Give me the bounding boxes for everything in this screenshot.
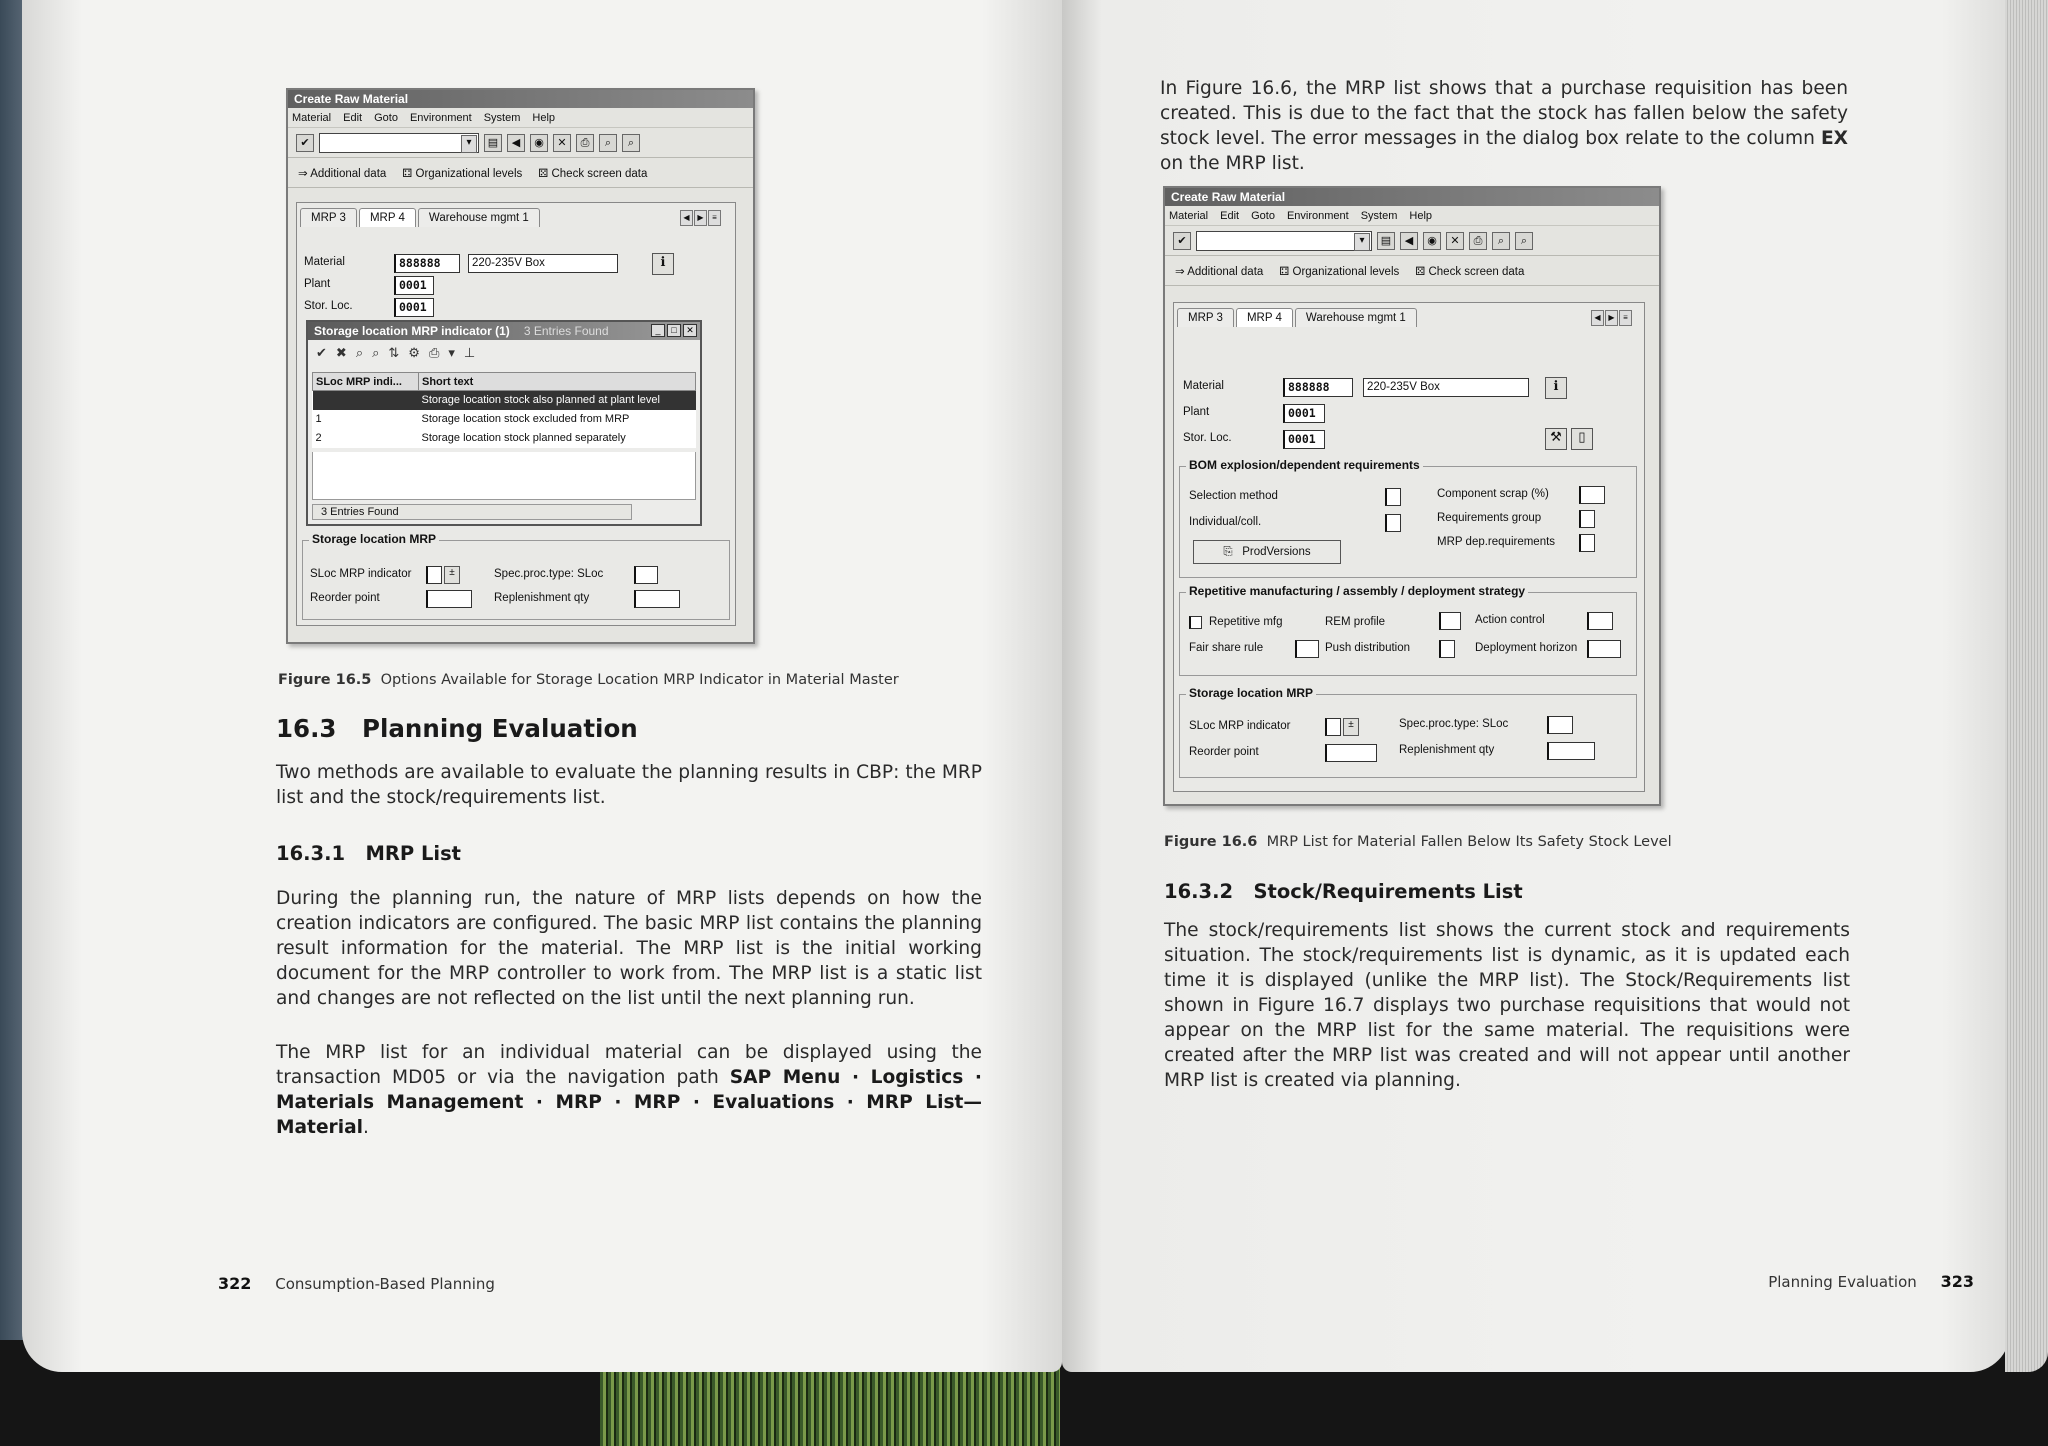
replenish-label: Replenishment qty: [1399, 744, 1495, 756]
exit-icon[interactable]: ◉: [1423, 232, 1441, 250]
menu-help[interactable]: Help: [1409, 209, 1433, 222]
tab-mrp4[interactable]: MRP 4: [359, 208, 416, 227]
repetitive-mfg-checkbox[interactable]: [1189, 616, 1202, 629]
paragraph: [276, 1040, 982, 1140]
help-icon[interactable]: ⊥: [463, 345, 476, 360]
table-row[interactable]: [313, 391, 696, 410]
selection-method-label: Selection method: [1189, 490, 1278, 502]
window-title: Create Raw Material: [288, 90, 753, 108]
window-title: Create Raw Material: [1165, 188, 1659, 206]
tab-mrp3[interactable]: MRP 3: [300, 208, 357, 227]
additional-data-button[interactable]: ⇒ Additional data: [298, 167, 387, 180]
rem-profile-label: REM profile: [1325, 616, 1386, 628]
replenish-field[interactable]: [634, 590, 680, 608]
subsection-heading: [276, 842, 1036, 865]
sloc-mrp-label: SLoc MRP indicator: [1189, 720, 1291, 732]
org-levels-button[interactable]: ⚃ Organizational levels: [1279, 265, 1400, 278]
info-icon[interactable]: ℹ: [652, 253, 674, 275]
deployment-horizon-label: Deployment horizon: [1475, 642, 1578, 654]
spec-proc-label: Spec.proc.type: SLoc: [1399, 718, 1509, 730]
paragraph: During the planning run, the nature of MRP lists depends on how the creation indicators are configured. The basic MRP list contains the planning result information for the material. The MRP list is the initial working document for the MRP controller to work from. The MRP list is a static list and changes are not reflected on the list until the next planning run.: [276, 888, 982, 1009]
tab-strip: [300, 208, 540, 227]
application-toolbar: [1165, 256, 1659, 286]
tab-strip: [1177, 308, 1417, 327]
mrp-dep-label: MRP dep.requirements: [1437, 536, 1556, 548]
prod-versions-button[interactable]: ⎘ ProdVersions: [1193, 540, 1341, 564]
subsection-title: MRP List: [365, 842, 462, 865]
column-short-text[interactable]: Short text: [419, 373, 696, 391]
table-row[interactable]: [313, 410, 696, 429]
menu-material[interactable]: Material: [292, 111, 332, 124]
additional-data-label: Additional data: [1187, 265, 1264, 278]
component-scrap-label: Component scrap (%): [1437, 488, 1549, 500]
plant-field[interactable]: 0001: [394, 276, 434, 295]
individual-coll-label: Individual/coll.: [1189, 516, 1262, 528]
requirements-group-field[interactable]: [1579, 510, 1595, 528]
popup-toolbar: [308, 340, 700, 366]
storloc-label: Stor. Loc.: [304, 300, 353, 312]
paragraph-text: In Figure 16.6, the MRP list shows that a purchase requisition has been created. This is due to the fact that the stock has fallen below the safety stock level. The error messages in the dialog box relate to the column: [1160, 78, 1848, 149]
find-icon[interactable]: ⌕: [599, 134, 617, 152]
running-head: Consumption-Based Planning: [275, 1275, 495, 1293]
sloc-mrp-field[interactable]: [1325, 718, 1341, 736]
menu-bar: [288, 108, 753, 128]
figure-16-5-caption: [278, 672, 1038, 688]
print-icon[interactable]: ⎙: [428, 345, 440, 360]
org-levels-label: Organizational levels: [415, 167, 523, 180]
spec-proc-field[interactable]: [1547, 716, 1573, 734]
left-footer: [218, 1274, 718, 1293]
page-number: 322: [218, 1274, 252, 1293]
print-icon[interactable]: ⎙: [576, 134, 594, 152]
storage-location-mrp-title: Storage location MRP: [309, 532, 439, 546]
page-number: 323: [1940, 1272, 1974, 1291]
info-icon[interactable]: ℹ: [1545, 377, 1567, 399]
check-screen-button[interactable]: ⚄ Check screen data: [1415, 265, 1525, 278]
push-distribution-field[interactable]: [1439, 640, 1455, 658]
row-code: 1: [315, 413, 322, 425]
enter-icon[interactable]: ✔: [296, 134, 314, 152]
dropdown-help-icon[interactable]: ±: [444, 566, 460, 584]
section-number: 16.3: [276, 714, 337, 743]
tab-scroll-controls[interactable]: [1591, 310, 1632, 326]
plant-label: Plant: [304, 278, 331, 290]
prod-versions-label: ProdVersions: [1242, 546, 1311, 558]
replenish-label: Replenishment qty: [494, 592, 590, 604]
menu-environment[interactable]: Environment: [1286, 209, 1349, 222]
maximize-icon[interactable]: □: [667, 324, 681, 337]
table-row[interactable]: [313, 429, 696, 448]
navigation-path: SAP Menu · Logistics · Materials Management · MRP · MRP · Evaluations · MRP List—Material: [276, 1067, 982, 1138]
material-desc-field[interactable]: 220-235V Box: [1363, 378, 1529, 397]
sloc-mrp-field[interactable]: [426, 566, 442, 584]
application-toolbar: [288, 158, 753, 188]
mrp-dep-field[interactable]: [1579, 534, 1595, 552]
check-screen-button[interactable]: ⚄ Check screen data: [538, 167, 648, 180]
cancel-icon[interactable]: ✕: [553, 134, 571, 152]
menu-environment[interactable]: Environment: [409, 111, 472, 124]
save-icon[interactable]: ▤: [1377, 232, 1395, 250]
storage-location-popup: [306, 320, 702, 526]
spec-proc-label: Spec.proc.type: SLoc: [494, 568, 604, 580]
section-heading: [276, 714, 1036, 743]
paragraph: [1160, 76, 1848, 176]
action-control-label: Action control: [1475, 614, 1545, 626]
menu-bar: [1165, 206, 1659, 226]
storloc-field[interactable]: 0001: [1283, 430, 1325, 449]
tab-left-icon[interactable]: ◀: [680, 210, 693, 226]
reorder-label: Reorder point: [310, 592, 380, 604]
paragraph: Two methods are available to evaluate the planning results in CBP: the MRP list and the stock/requirements list.: [276, 762, 982, 808]
rem-profile-field[interactable]: [1439, 612, 1461, 630]
left-page: [22, 0, 1062, 1372]
org-levels-button[interactable]: ⚃ Organizational levels: [402, 167, 523, 180]
back-icon[interactable]: ◀: [507, 134, 525, 152]
material-label: Material: [1183, 380, 1224, 392]
requirements-group-label: Requirements group: [1437, 512, 1542, 524]
tab-list-icon[interactable]: ≡: [1619, 310, 1632, 326]
tab-warehouse[interactable]: Warehouse mgmt 1: [1295, 308, 1417, 327]
component-scrap-field[interactable]: [1579, 486, 1605, 504]
find-next-icon[interactable]: ⌕: [372, 345, 380, 360]
menu-system[interactable]: System: [483, 111, 521, 124]
paragraph-end: on the MRP list.: [1160, 153, 1305, 174]
repetitive-title: Repetitive manufacturing / assembly / deployment strategy: [1186, 584, 1528, 598]
running-head: Planning Evaluation: [1768, 1273, 1917, 1291]
selection-method-field[interactable]: [1385, 488, 1401, 506]
column-sloc-mrp[interactable]: SLoc MRP indi...: [313, 373, 419, 391]
exit-icon[interactable]: ◉: [530, 134, 548, 152]
tab-list-icon[interactable]: ≡: [708, 210, 721, 226]
caption-label: Figure 16.5: [278, 672, 372, 688]
sloc-mrp-label: SLoc MRP indicator: [310, 568, 412, 580]
paragraph-text: The MRP list for an individual material can be displayed using the transaction MD05 or via the navigation path: [276, 1042, 982, 1088]
menu-system[interactable]: System: [1360, 209, 1398, 222]
additional-data-label: Additional data: [310, 167, 387, 180]
cancel-icon[interactable]: ✖: [335, 345, 347, 360]
command-field[interactable]: [1196, 231, 1372, 251]
section-title: Planning Evaluation: [362, 714, 638, 743]
page-edges: [2005, 0, 2048, 1372]
paragraph-end: .: [363, 1117, 369, 1138]
repetitive-group: [1179, 584, 1637, 676]
org-levels-label: Organizational levels: [1292, 265, 1400, 278]
back-icon[interactable]: ◀: [1400, 232, 1418, 250]
subsection-title: Stock/Requirements List: [1253, 880, 1523, 903]
find-next-icon[interactable]: ⌕: [1515, 232, 1533, 250]
popup-window-controls: [651, 324, 697, 337]
tool-icon[interactable]: ⚒: [1545, 428, 1567, 450]
tab-scroll-controls[interactable]: [680, 210, 721, 226]
reorder-label: Reorder point: [1189, 746, 1259, 758]
caption-text: Options Available for Storage Location MRP Indicator in Material Master: [380, 672, 899, 688]
individual-coll-field[interactable]: [1385, 514, 1401, 532]
reorder-field[interactable]: [1325, 744, 1377, 762]
document-icon[interactable]: ▯: [1571, 428, 1593, 450]
find-icon[interactable]: ⌕: [355, 345, 364, 360]
storage-location-mrp-title: Storage location MRP: [1186, 686, 1316, 700]
replenish-field[interactable]: [1547, 742, 1595, 760]
row-code: 2: [315, 432, 322, 444]
tab-mrp3[interactable]: MRP 3: [1177, 308, 1234, 327]
row-text: Storage location stock excluded from MRP: [421, 413, 630, 425]
find-icon[interactable]: ⌕: [1492, 232, 1510, 250]
storage-location-mrp-group: [302, 532, 730, 620]
settings-icon[interactable]: ⚙: [408, 345, 420, 360]
popup-count: 3 Entries Found: [523, 324, 609, 338]
action-control-field[interactable]: [1587, 612, 1613, 630]
repetitive-mfg-label: Repetitive mfg: [1209, 616, 1283, 628]
tab-right-icon[interactable]: ▶: [694, 210, 707, 226]
caption-label: Figure 16.6: [1164, 834, 1258, 850]
tab-right-icon[interactable]: ▶: [1605, 310, 1618, 326]
push-distribution-label: Push distribution: [1325, 642, 1411, 654]
bom-title: BOM explosion/dependent requirements: [1186, 458, 1423, 472]
storloc-label: Stor. Loc.: [1183, 432, 1232, 444]
menu-edit[interactable]: Edit: [1220, 209, 1240, 222]
table-empty-area: [312, 452, 696, 500]
column-ex: EX: [1820, 128, 1848, 149]
row-text: Storage location stock also planned at plant level: [419, 391, 696, 410]
subsection-number: 16.3.1: [276, 842, 346, 865]
close-icon[interactable]: ✕: [683, 324, 697, 337]
standard-toolbar: [288, 128, 753, 158]
print-icon[interactable]: ⎙: [1469, 232, 1487, 250]
right-footer: [1708, 1272, 1974, 1291]
menu-edit[interactable]: Edit: [343, 111, 363, 124]
find-next-icon[interactable]: ⌕: [622, 134, 640, 152]
tab-warehouse[interactable]: Warehouse mgmt 1: [418, 208, 540, 227]
row-code: [313, 391, 419, 410]
fair-share-label: Fair share rule: [1189, 642, 1264, 654]
material-field[interactable]: 888888: [394, 254, 460, 273]
material-desc-field[interactable]: 220-235V Box: [468, 254, 618, 273]
subsection-number: 16.3.2: [1164, 880, 1234, 903]
check-screen-label: Check screen data: [551, 167, 648, 180]
reorder-field[interactable]: [426, 590, 472, 608]
popup-status: 3 Entries Found: [312, 504, 632, 520]
command-field[interactable]: [319, 133, 479, 153]
row-text: Storage location stock planned separately: [421, 432, 626, 444]
menu-goto[interactable]: Goto: [374, 111, 398, 124]
table-header: [313, 373, 696, 391]
menu-goto[interactable]: Goto: [1251, 209, 1275, 222]
additional-data-button[interactable]: ⇒ Additional data: [1175, 265, 1264, 278]
tab-left-icon[interactable]: ◀: [1591, 310, 1604, 326]
popup-title-bar: [308, 322, 700, 340]
save-icon[interactable]: ▤: [484, 134, 502, 152]
subsection-heading: [1164, 880, 1864, 903]
check-screen-label: Check screen data: [1428, 265, 1525, 278]
minimize-icon[interactable]: _: [651, 324, 665, 337]
material-field[interactable]: 888888: [1283, 378, 1353, 397]
storage-location-mrp-group: [1179, 686, 1637, 778]
dropdown-help-icon[interactable]: ±: [1343, 718, 1359, 736]
right-page: [1062, 0, 2010, 1372]
plant-field[interactable]: 0001: [1283, 404, 1325, 423]
menu-help[interactable]: Help: [532, 111, 556, 124]
standard-toolbar: [1165, 226, 1659, 256]
menu-material[interactable]: Material: [1169, 209, 1209, 222]
figure-16-6-caption: [1164, 834, 1864, 850]
tab-mrp4[interactable]: MRP 4: [1236, 308, 1293, 327]
storloc-field[interactable]: 0001: [394, 298, 434, 317]
caption-text: MRP List for Material Fallen Below Its Safety Stock Level: [1266, 834, 1672, 850]
check-icon[interactable]: ✔: [316, 345, 327, 360]
enter-icon[interactable]: ✔: [1173, 232, 1191, 250]
dropdown-icon[interactable]: ▾: [448, 345, 455, 360]
spec-proc-field[interactable]: [634, 566, 658, 584]
plant-label: Plant: [1183, 406, 1210, 418]
paragraph: The stock/requirements list shows the current stock and requirements situation. The stock/requirements list is dynamic, as it is updated each time it is displayed (unlike the MRP list). The Stock/Requirements list shown in Figure 16.7 displays two purchase requisitions that would not appear on the MRP list for the same material. The requisitions were created after the MRP list was created and will not appear until another MRP list is created via planning.: [1164, 920, 1850, 1091]
figure-16-5-screenshot: [286, 88, 755, 644]
figure-16-6-screenshot: [1163, 186, 1661, 806]
cancel-icon[interactable]: ✕: [1446, 232, 1464, 250]
material-label: Material: [304, 256, 345, 268]
popup-title: Storage location MRP indicator (1): [314, 324, 510, 338]
entries-table: [312, 372, 696, 448]
fair-share-field[interactable]: [1295, 640, 1319, 658]
sort-icon[interactable]: ⇅: [388, 345, 400, 360]
background-cloth: [600, 1368, 1060, 1446]
deployment-horizon-field[interactable]: [1587, 640, 1621, 658]
